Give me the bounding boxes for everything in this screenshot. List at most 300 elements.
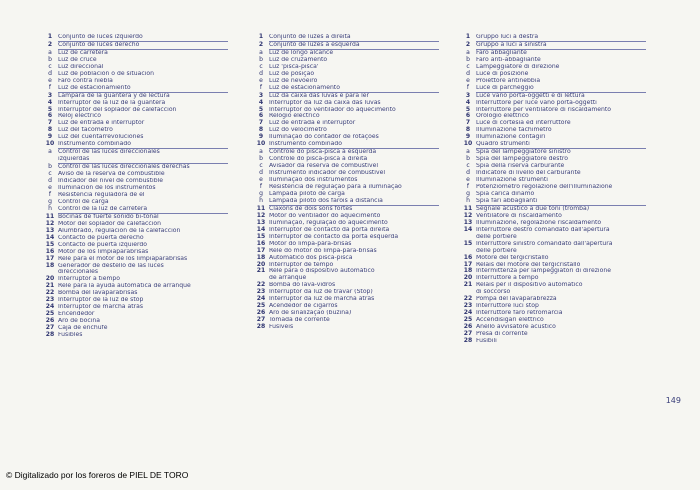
legend-entry-text: Relé para o dispositivo automático [269, 268, 375, 275]
legend-column-spanish [42, 34, 254, 339]
legend-entry-number: 6 [258, 112, 264, 120]
legend-entry-text: Luz de estacionamento [269, 84, 340, 91]
legend-entry [42, 42, 254, 49]
legend-entry-number: 11 [463, 204, 473, 212]
legend-entry [42, 164, 254, 171]
legend-entry-number: 20 [256, 260, 266, 268]
legend-entry-number: f [48, 190, 52, 198]
legend-entry-text: Luz de entrada e interruptor [269, 120, 356, 127]
legend-entry-text: Illuminazione, regolazione riscaldamento [476, 219, 602, 226]
legend-entry-number: e [259, 76, 263, 84]
legend-entry-text: Lámpara de la guantera y de lectura [58, 92, 170, 99]
legend-entry-number: 8 [47, 126, 53, 134]
legend-entry [42, 85, 254, 92]
legend-entry [253, 191, 461, 198]
legend-column-portuguese [253, 34, 461, 331]
legend-entry-text: de arranque [269, 275, 307, 282]
legend-entry [42, 64, 254, 71]
legend-entry [460, 50, 680, 57]
legend-entry-text: Luz de nevoeiro [269, 77, 318, 84]
legend-entry-text: Illuminazione strumenti [476, 177, 549, 184]
legend-entry [253, 317, 461, 324]
legend-entry [460, 156, 680, 163]
legend-entry-text: Luz direccional [58, 63, 104, 70]
legend-entry [253, 206, 461, 213]
legend-entry [42, 100, 254, 107]
legend-entry-text: Encendedor [58, 311, 95, 318]
legend-entry-text: Motor de los limpiaparabrisas [58, 248, 149, 255]
legend-entry [253, 220, 461, 227]
legend-entry-text: Indicador del nivel de combustible [58, 178, 163, 185]
legend-entry-text: direccionales [58, 269, 99, 276]
legend-entry-text: delle portiere [476, 247, 517, 254]
legend-entry-text: Anello avvisatore acustico [476, 324, 556, 331]
legend-entry [253, 141, 461, 148]
legend-entry [42, 156, 254, 163]
legend-entry-text: Potenziometro regolazione dell'illuminazione [476, 184, 613, 191]
legend-entry-number: h [48, 204, 52, 212]
legend-entry-text: Luz del cuentarrevoluciones [58, 134, 144, 141]
legend-entry-number: 24 [45, 303, 55, 311]
legend-entry-text: Luce di cortesia ed interruttore [476, 120, 571, 127]
legend-entry-number: b [466, 155, 470, 163]
legend-entry [460, 184, 680, 191]
legend-entry [460, 234, 680, 241]
legend-entry-number: e [48, 184, 52, 192]
legend-entry [42, 107, 254, 114]
legend-entry-text: Control de las luces direccionales derechas [58, 164, 190, 171]
legend-entry [460, 262, 680, 269]
legend-entry-number: 22 [45, 289, 55, 297]
legend-entry-number: 12 [45, 219, 55, 227]
legend-entry [42, 332, 254, 339]
legend-entry [460, 42, 680, 49]
legend-entry-number: a [48, 48, 52, 56]
legend-entry-text: Interruptor da luz da caixa das luvas [269, 99, 381, 106]
legend-entry-text: Luz del tacómetro [58, 127, 113, 134]
legend-entry [42, 149, 254, 156]
legend-entry-number: f [466, 83, 470, 91]
legend-entry [253, 163, 461, 170]
legend-entry-number: 17 [45, 254, 55, 262]
legend-entry-text: Resistencia reguladora de el [58, 191, 145, 198]
legend-entry [42, 199, 254, 206]
legend-entry [460, 100, 680, 107]
legend-entry [42, 206, 254, 213]
legend-entry [42, 127, 254, 134]
legend-entry-text: Relé para la ayuda automática de arranque [58, 283, 191, 290]
legend-entry [253, 34, 461, 41]
legend-entry [460, 177, 680, 184]
legend-entry-text: Lâmpada piloto dos faróis a distância [269, 197, 383, 204]
legend-entry-text: Indicatore di livello del carburante [476, 170, 581, 177]
legend-entry-number: 2 [465, 40, 471, 48]
legend-entry-text: Generador de destello de las luces [58, 262, 164, 269]
legend-entry-number: d [48, 177, 52, 185]
legend-entry-text: Fusíveis [269, 324, 294, 331]
legend-entry-text: Motore del tergicristallo [476, 254, 549, 261]
legend-entry-text: Bomba del lavaparabrisas [58, 290, 138, 297]
legend-entry-text: Motor do limpa-pára-brisas [269, 240, 352, 247]
legend-entry [42, 192, 254, 199]
legend-entry-text: Interruptor de tempo [269, 261, 334, 268]
legend-entry [253, 234, 461, 241]
legend-entry-number: 28 [256, 323, 266, 331]
legend-entry [253, 113, 461, 120]
legend-entry [253, 227, 461, 234]
legend-entry [460, 331, 680, 338]
legend-entry-number: 9 [258, 133, 264, 141]
legend-entry [42, 57, 254, 64]
legend-entry-text: Fusibili [476, 337, 497, 344]
legend-entry-number: 21 [256, 267, 266, 275]
legend-entry-text: Gruppo a luci a sinistra [476, 41, 547, 48]
legend-entry-text: Interruptor del soplador de calefacción [58, 106, 177, 113]
legend-entry-text: Avisador da reserva de combustível [269, 163, 379, 170]
legend-entry-number: 15 [256, 232, 266, 240]
legend-entry [42, 311, 254, 318]
legend-entry [42, 185, 254, 192]
legend-entry [42, 221, 254, 228]
legend-entry [460, 71, 680, 78]
legend-entry-number: 10 [45, 140, 55, 148]
legend-entry [42, 50, 254, 57]
legend-entry-text: Spia della riserva carburante [476, 163, 565, 170]
legend-entry-number: a [259, 148, 263, 156]
legend-entry-number: 1 [47, 33, 53, 40]
legend-entry-number: 14 [256, 225, 266, 233]
legend-entry-number: h [466, 196, 470, 204]
legend-entry-number: 23 [45, 296, 55, 304]
legend-entry [460, 289, 680, 296]
legend-entry [460, 220, 680, 227]
legend-entry-number: 13 [45, 226, 55, 234]
legend-entry-text: Reloj eléctrico [58, 113, 101, 120]
legend-entry [253, 120, 461, 127]
legend-entry [253, 255, 461, 262]
legend-entry-text: Lampeggiatore di direzione [476, 63, 560, 70]
legend-entry-text: Quadro strumenti [476, 141, 530, 148]
legend-entry [460, 163, 680, 170]
legend-entry-number: 27 [256, 316, 266, 324]
legend-entry-text: Contacto de puerta derecho [58, 234, 144, 241]
legend-entry-text: Interruptor de marcha atrás [58, 304, 144, 311]
legend-entry [253, 324, 461, 331]
legend-entry-number: 23 [256, 288, 266, 296]
legend-entry-number: 3 [258, 91, 264, 99]
legend-entry-number: 5 [465, 105, 471, 113]
legend-entry-number: 11 [256, 204, 266, 212]
legend-entry-number: c [466, 62, 470, 70]
legend-entry-text: Iluminação dos instrumentos [269, 177, 358, 184]
legend-entry-number: 26 [256, 309, 266, 317]
legend-entry-text: Orologio elettrico [476, 113, 529, 120]
legend-entry-text: Interruttore per ventilatore di riscaldamento [476, 106, 612, 113]
legend-entry [253, 57, 461, 64]
legend-entry-text: Iluminación de los instrumentos [58, 185, 156, 192]
legend-entry-number: 9 [465, 133, 471, 141]
legend-entry [253, 149, 461, 156]
legend-entry [42, 34, 254, 41]
legend-entry [42, 283, 254, 290]
legend-entry-text: Luz de entrada e interruptor [58, 120, 145, 127]
legend-entry-text: Control de las luces direccionales [58, 149, 160, 156]
legend-entry-text: Accendisigari elettrico [476, 317, 544, 324]
legend-entry [460, 268, 680, 275]
legend-entry [253, 262, 461, 269]
legend-entry [42, 263, 254, 270]
legend-entry-number: 7 [465, 119, 471, 127]
legend-entry-text: Luz da caixa das luvas e para ler [269, 92, 370, 99]
legend-entry-text: Faro abbagliante [476, 49, 527, 56]
legend-entry [460, 170, 680, 177]
legend-entry-number: e [466, 176, 470, 184]
legend-entry-number: 16 [45, 247, 55, 255]
legend-entry-number: 20 [463, 274, 473, 282]
legend-entry-text: Segnale acustico a due toni (tromba) [476, 205, 590, 212]
legend-entry-number: 23 [463, 302, 473, 310]
legend-entry [253, 42, 461, 49]
legend-entry-number: f [48, 83, 52, 91]
legend-entry-text: Luz de cruce [58, 56, 97, 63]
legend-entry-text: Contacto de puerta izquierdo [58, 241, 148, 248]
legend-entry [460, 227, 680, 234]
legend-entry-text: Interruptor da luz de travar (Stop) [269, 289, 373, 296]
legend-entry [253, 85, 461, 92]
legend-entry-text: Luz de cruzamento [269, 56, 328, 63]
legend-entry-number: 3 [465, 91, 471, 99]
legend-entry [253, 282, 461, 289]
legend-entry-text: Aro de bocina [58, 318, 100, 325]
legend-entry-text: Instrumento combinado [269, 141, 342, 148]
legend-entry [460, 241, 680, 248]
legend-entry-text: Automático dos pisca-pisca [269, 254, 353, 261]
legend-entry-text: Spia carica dinamo [476, 190, 535, 197]
legend-entry-number: 13 [256, 218, 266, 226]
legend-entry [460, 134, 680, 141]
legend-entry-text: Motor del soplador de calefacción [58, 220, 161, 227]
legend-entry-text: Interruttore luci stop [476, 303, 539, 310]
legend-entry-number: 4 [47, 98, 53, 106]
legend-entry-text: Luz de posição [269, 70, 315, 77]
legend-entry [253, 310, 461, 317]
legend-entry [460, 120, 680, 127]
legend-entry-number: c [259, 62, 263, 70]
legend-entry [253, 184, 461, 191]
legend-entry-number: a [466, 148, 470, 156]
legend-entry [460, 93, 680, 100]
legend-entry-number: 12 [463, 211, 473, 219]
legend-entry-number: 6 [465, 112, 471, 120]
legend-entry [42, 290, 254, 297]
legend-entry [460, 191, 680, 198]
legend-entry-number: 18 [256, 253, 266, 261]
legend-entry-number: 16 [463, 253, 473, 261]
legend-entry-number: 21 [45, 282, 55, 290]
legend-entry-number: 15 [45, 240, 55, 248]
legend-entry-text: Interruttore a tempo [476, 275, 539, 282]
legend-entry [42, 297, 254, 304]
legend-entry-number: 9 [47, 133, 53, 141]
legend-entry-number: 2 [258, 40, 264, 48]
legend-entry [460, 275, 680, 282]
legend-entry-text: Controle do pisca-pisca à esquerda [269, 149, 377, 156]
legend-entry-number: 13 [463, 218, 473, 226]
legend-entry-text: Aviso de la reserva de combustible [58, 171, 165, 178]
legend-entry-number: 10 [256, 140, 266, 148]
legend-entry [460, 310, 680, 317]
legend-entry [253, 64, 461, 71]
legend-entry-number: 20 [45, 275, 55, 283]
legend-entry-number: 22 [256, 281, 266, 289]
legend-entry [460, 149, 680, 156]
legend-entry-text: Bomba do lava-vidros [269, 282, 336, 289]
legend-entry-number: 26 [463, 323, 473, 331]
legend-entry-number: 10 [463, 140, 473, 148]
legend-entry-number: c [466, 162, 470, 170]
legend-entry [460, 303, 680, 310]
legend-entry [253, 268, 461, 275]
page-number: 149 [665, 396, 681, 405]
legend-entry [253, 71, 461, 78]
legend-entry [460, 57, 680, 64]
legend-entry-number: a [466, 48, 470, 56]
legend-entry-text: Luz do velocímetro [269, 127, 327, 134]
legend-entry-text: Luz 'pisca-pisca' [269, 63, 319, 70]
legend-entry-number: 4 [258, 98, 264, 106]
legend-entry-text: Interruttore faro retromarcia [476, 310, 563, 317]
legend-entry-number: 17 [256, 246, 266, 254]
legend-entry-number: f [259, 183, 263, 191]
legend-entry [253, 177, 461, 184]
legend-entry [42, 269, 254, 276]
legend-entry-number: 8 [258, 126, 264, 134]
legend-entry-text: Luz de longo alcance [269, 49, 334, 56]
legend-entry-number: e [466, 76, 470, 84]
legend-entry [253, 275, 461, 282]
legend-entry [42, 214, 254, 221]
legend-entry-text: Fusibles [58, 332, 83, 339]
legend-entry-number: d [259, 169, 263, 177]
legend-entry-number: 6 [47, 112, 53, 120]
legend-entry-number: e [259, 176, 263, 184]
legend-entry-number: 25 [463, 316, 473, 324]
legend-entry-text: Relógio eléctrico [269, 113, 320, 120]
legend-entry [253, 248, 461, 255]
legend-entry-number: a [48, 148, 52, 156]
legend-entry [460, 206, 680, 213]
legend-entry [460, 282, 680, 289]
legend-entry-text: Iluminação do contador de rotações [269, 134, 379, 141]
legend-entry-text: Bocinas de fuerte sonido bi-tonal [58, 213, 159, 220]
legend-entry-number: 5 [258, 105, 264, 113]
legend-entry-text: Control de la luz de carretera [58, 205, 148, 212]
legend-entry-text: izquierdas [58, 156, 90, 163]
legend-entry-text: Resistência de regulação para a iluminação [269, 184, 402, 191]
legend-entry [460, 34, 680, 41]
legend-column-italian [460, 34, 680, 345]
legend-entry [253, 198, 461, 205]
legend-entry [460, 141, 680, 148]
legend-entry-text: Conjunto de luzes à direita [269, 34, 351, 40]
legend-entry-number: 24 [463, 309, 473, 317]
legend-entry-number: h [259, 196, 263, 204]
legend-entry-text: Control de carga [58, 198, 109, 205]
legend-entry [42, 171, 254, 178]
legend-entry [253, 241, 461, 248]
legend-entry-number: 28 [463, 336, 473, 344]
legend-entry-number: 21 [463, 281, 473, 289]
legend-entry [460, 296, 680, 303]
legend-entry-text: Luz de carretera [58, 49, 108, 56]
legend-entry [42, 120, 254, 127]
legend-entry [253, 213, 461, 220]
legend-entry-text: Luz de estacionamiento [58, 84, 131, 91]
legend-entry-number: 11 [45, 212, 55, 220]
legend-entry [42, 93, 254, 100]
legend-entry-text: Claxons de dois sons fortes [269, 205, 353, 212]
legend-entry-text: Interruptor de contacto da porta esquerda [269, 233, 399, 240]
legend-entry [460, 213, 680, 220]
legend-entry-number: 5 [47, 105, 53, 113]
legend-entry-text: Controle do pisca-pisca à direita [269, 156, 368, 163]
legend-entry-number: g [466, 189, 470, 197]
legend-entry [42, 78, 254, 85]
legend-entry-text: Interruptor da luz de marcha atrás [269, 296, 375, 303]
legend-entry-number: 18 [45, 261, 55, 269]
legend-entry-text: Faro anti-abbagliante [476, 56, 541, 63]
legend-entry [42, 134, 254, 141]
legend-entry-text: Interruptor de la luz de stop [58, 297, 144, 304]
legend-entry-text: Iluminação, regulação do aquecimento [269, 219, 388, 226]
legend-entry [42, 178, 254, 185]
legend-entry-number: d [466, 69, 470, 77]
legend-entry-text: Proiettore antinebbia [476, 77, 541, 84]
legend-entry-text: Interruptor de contacto da porta direita [269, 226, 390, 233]
legend-entry [460, 338, 680, 345]
legend-entry-number: f [466, 183, 470, 191]
legend-entry [42, 249, 254, 256]
legend-entry-number: 2 [47, 40, 53, 48]
legend-entry [460, 255, 680, 262]
legend-entry-number: 22 [463, 295, 473, 303]
legend-entry [42, 71, 254, 78]
legend-entry-text: Instrumento indicador de combustível [269, 170, 386, 177]
legend-entry-number: f [259, 83, 263, 91]
legend-entry-text: Spia fari abbaglianti [476, 197, 538, 204]
legend-entry-text: Tomada de corrente [269, 317, 330, 324]
legend-entry-text: Interruptor do ventilador do aquecimento [269, 106, 396, 113]
legend-entry-text: Illuminazione tachimetro [476, 127, 552, 134]
legend-entry-number: 7 [47, 119, 53, 127]
legend-entry [42, 256, 254, 263]
legend-entry-number: 14 [45, 233, 55, 241]
legend-entry-number: 12 [256, 211, 266, 219]
legend-entry-number: 25 [256, 302, 266, 310]
legend-entry-text: Conjunto de luces derecho [58, 41, 140, 48]
legend-entry-number: 3 [47, 91, 53, 99]
legend-entry-text: di soccorso [476, 289, 511, 296]
legend-entry-text: Luce di parcheggio [476, 84, 534, 91]
legend-entry-text: Luce di posizione [476, 70, 529, 77]
legend-entry [460, 85, 680, 92]
legend-entry [460, 78, 680, 85]
legend-entry [253, 289, 461, 296]
legend-entry [460, 107, 680, 114]
legend-entry [460, 113, 680, 120]
legend-entry [460, 64, 680, 71]
legend-entry-number: 1 [258, 33, 264, 40]
